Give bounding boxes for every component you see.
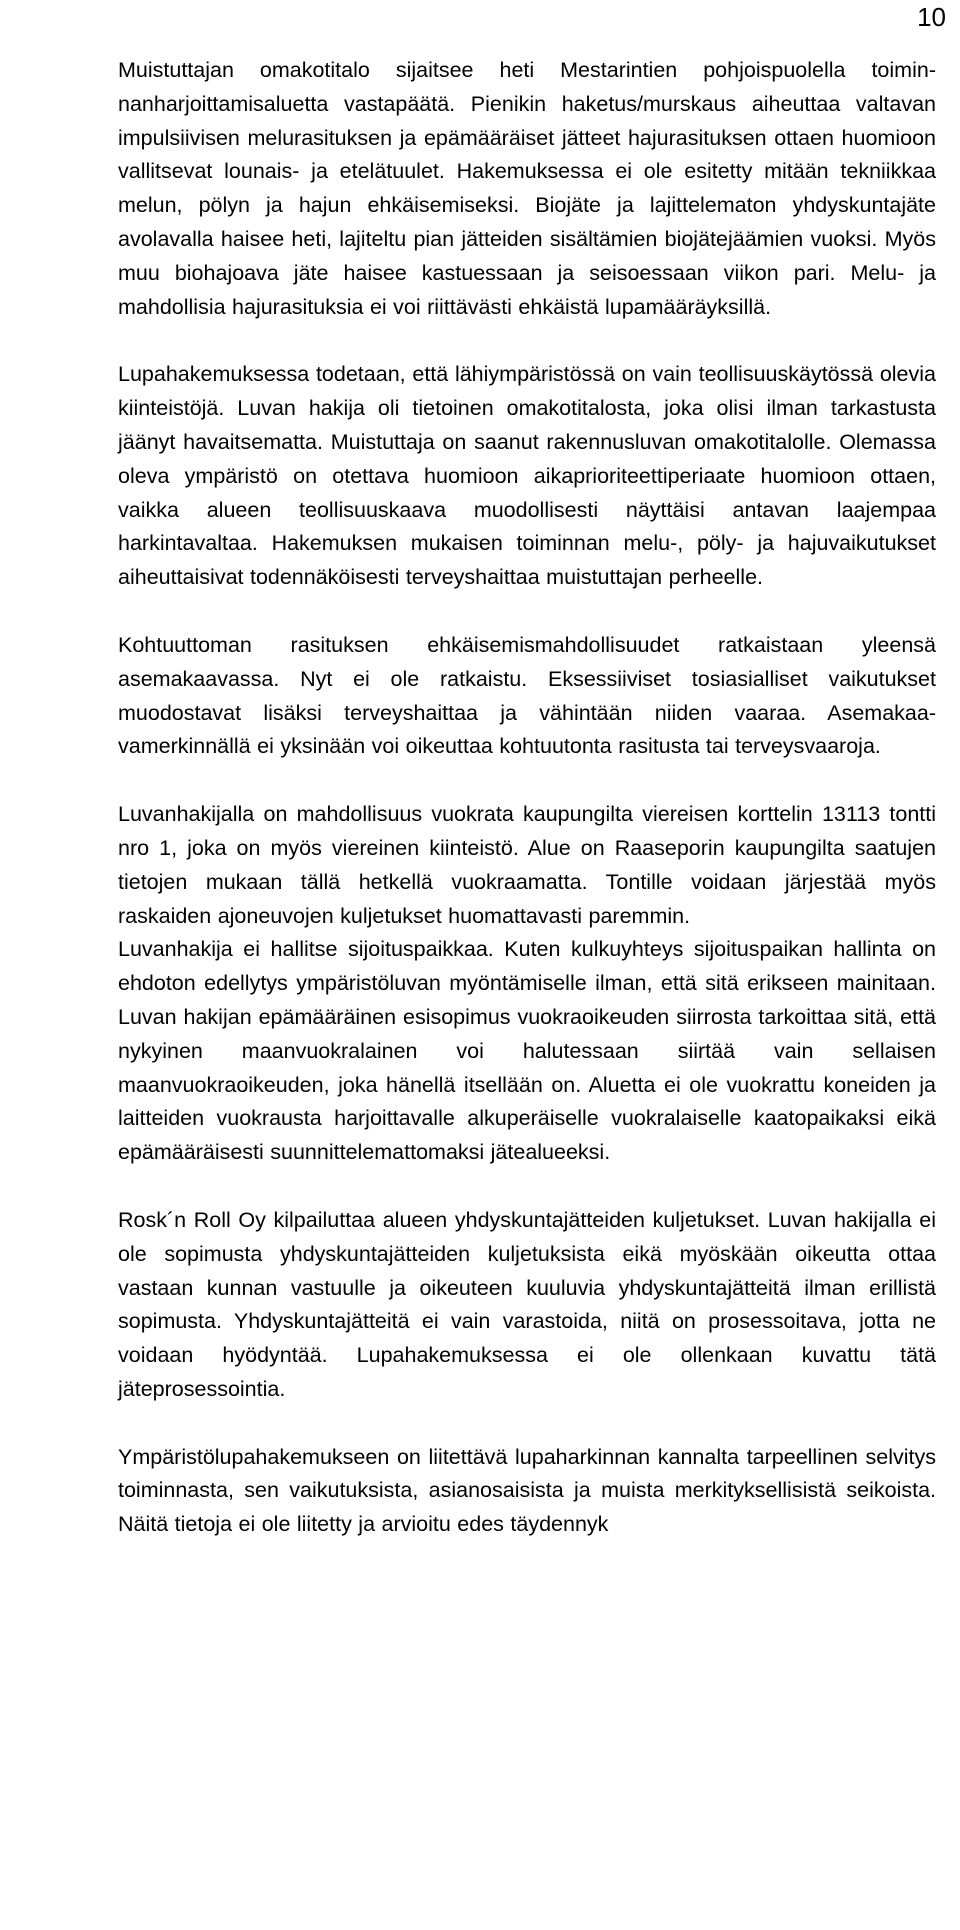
paragraph-zoning: Kohtuuttoman rasituksen ehkäisemismahdollisuudet ratkaistaan yleensä asemakaavassa. Nyt ei ole ratkaistu. Eksessiiviset tosiasialliset vaikutukset muodostavat lisäksi terveyshaittaa ja vähintään niiden vaaraa. Asemakaavamerkinnällä ei yksinään voi oikeuttaa kohtuutonta rasitusta tai terveysvaaroja. bbox=[118, 632, 936, 759]
paragraph-site-control: Luvanhakija ei hallitse sijoituspaikkaa. Kuten kulkuyhteys sijoituspaikan hallinta on ehdoton edellytys ympäristöluvan myöntämiselle ilman, että sitä erikseen mainitaan. Luvan hakijan epämääräinen esisopimus vuokraoikeuden siirrosta tarkoittaa sitä, että nykyinen maanvuokralainen voi halutessaan siirtää vain sellaisen maanvuokraoikeuden, joka hänellä itsellään on. Aluetta ei ole vuokrattu koneiden ja laitteiden vuokrausta harjoittavalle alkuperäiselle vuokralaiselle kaatopaikaksi eikä epämääräisesti suunnittelemattomaksi jätealueeksi. bbox=[118, 937, 936, 1165]
paragraph-alternative-plot: Luvanhakijalla on mahdollisuus vuokrata kaupungilta viereisen korttelin 13113 tontti nro 1, joka on myös viereinen kiinteistö. Alue on Raaseporin kaupungilta saatujen tietojen mukaan tällä hetkellä vuokraamatta. Tontille voidaan järjestää myös raskaiden ajoneuvojen kuljetukset huomattavasti paremmin. bbox=[118, 802, 936, 928]
paragraph-noise-odor-impact: Muistuttajan omakotitalo sijaitsee heti Mestarintien pohjoispuolella toiminnanharjoittamisaluetta vastapäätä. Pienikin haketus/murskaus aiheuttaa valtavan impulsiivisen melurasituksen ja epämääräiset jätteet hajurasituksen ottaen huomioon vallitsevat lounais- ja etelätuulet. Hakemuksessa ei ole esitetty mitään tekniikkaa melun, pölyn ja hajun ehkäisemiseksi. Biojäte ja lajittelematon yhdyskuntajäte avolavalla haisee heti, lajiteltu pian jätteiden sisältämien biojätejäämien vuoksi. Myös muu biohajoava jäte haisee kastuessaan ja seisoessaan viikon pari. Melu- ja mahdollisia hajurasituksia ei voi riittävästi ehkäistä lupamääräyksillä. bbox=[118, 58, 936, 319]
paragraph-required-report: Ympäristölupahakemukseen on liitettävä lupaharkinnan kannalta tarpeellinen selvitys toiminnasta, sen vaikutuksista, asianosaisista ja muista merkityksellisistä seikoista. Näitä tietoja ei ole liitetty ja arvioitu edes täydennyk bbox=[118, 1444, 936, 1537]
page-number: 10 bbox=[917, 2, 946, 32]
paragraph-surroundings: Lupahakemuksessa todetaan, että lähiympäristössä on vain teollisuuskäytössä olevia kiinteistöjä. Luvan hakija oli tietoinen omakotitalosta, joka olisi ilman tarkastusta jäänyt havaitsematta. Muistuttaja on saanut rakennusluvan omakotitalolle. Olemassa oleva ympäristö on otettava huomioon aikaprioriteettiperiaate huomioon ottaen, vaikka alueen teollisuuskaava muodollisesti näyttäisi antavan laajempaa harkintavaltaa. Hakemuksen mukaisen toiminnan melu-, pöly- ja hajuvaikutukset aiheuttaisivat todennäköisesti terveyshaittaa muistuttajan perheelle. bbox=[118, 362, 936, 590]
document-body bbox=[118, 54, 936, 1542]
paragraph-waste-transport: Rosk´n Roll Oy kilpailuttaa alueen yhdyskuntajätteiden kuljetukset. Luvan hakijalla ei ole sopimusta yhdyskuntajätteiden kuljetuksista eikä myöskään oikeutta ottaa vastaan kunnan vastuulle ja oikeuteen kuuluvia yhdyskuntajätteitä ilman erillistä sopimusta. Yhdyskuntajätteitä ei vain varastoida, niitä on prosessoitava, jotta ne voidaan hyödyntää. Lupahakemuksessa ei ole ollenkaan kuvattu tätä jäteprosessointia. bbox=[118, 1207, 936, 1401]
